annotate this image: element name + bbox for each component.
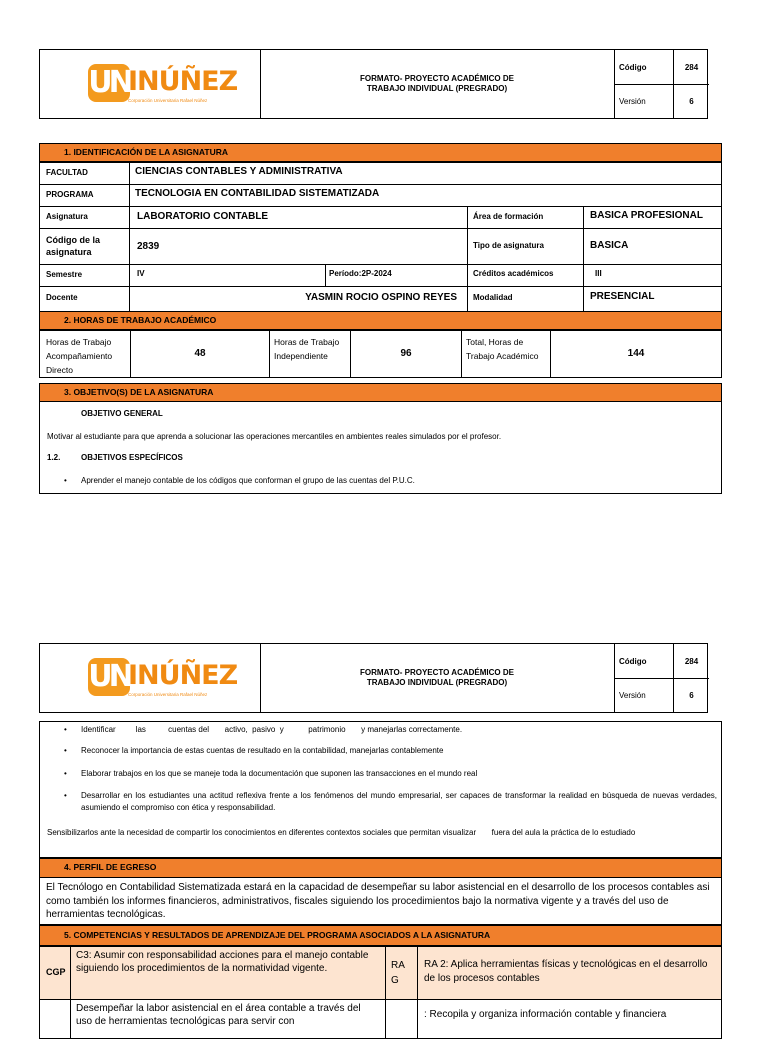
logo-subtitle: Corporación Universitaria Rafael Núñez (128, 692, 208, 697)
modalidad-label: Modalidad (473, 293, 513, 302)
periodo-value: Período:2P-2024 (329, 269, 392, 278)
version-value: 6 (689, 690, 694, 700)
objective-bullet: • Elaborar trabajos en los que se maneje toda la documentación que suponen las transacciones en el mundo real (81, 769, 477, 778)
document-meta (614, 644, 709, 712)
university-logo (88, 64, 238, 108)
creditos-value-cell (583, 264, 722, 287)
cgp-label: CGP (46, 967, 66, 977)
objective-bullet: • Reconocer la importancia de estas cuentas de resultado en la contabilidad, manejarlas contablemente (81, 746, 443, 755)
section-3-title: 3. OBJETIVO(S) DE LA ASIGNATURA (39, 383, 722, 402)
horas-indep-label-cell (269, 330, 351, 378)
version-value: 6 (689, 96, 694, 106)
document-title: FORMATO- PROYECTO ACADÉMICO DE TRABAJO INDIVIDUAL (PREGRADO) (360, 74, 514, 93)
asignatura-value: LABORATORIO CONTABLE (137, 211, 269, 222)
horas-directo-label: Horas de Trabajo Acompañamiento Directo (46, 337, 113, 375)
horas-total-value: 144 (627, 348, 645, 359)
docente-value: YASMIN ROCIO OSPINO REYES (305, 292, 457, 303)
semestre-label-cell (39, 264, 130, 287)
facultad-label-cell (39, 162, 130, 185)
section-5-title: 5. COMPETENCIAS Y RESULTADOS DE APRENDIZAJE DEL PROGRAMA ASOCIADOS A LA ASIGNATURA (39, 925, 722, 946)
cgp-text-cell (70, 946, 386, 1000)
row2-left-cell (70, 999, 386, 1039)
objective-bullet: • Identificar las cuentas del activo, pasivo y patrimonio y manejarlas correctamente. (81, 725, 462, 734)
codigo-value-cell (129, 228, 468, 265)
semestre-value: IV (137, 269, 145, 278)
horas-indep-value-cell (350, 330, 462, 378)
creditos-label-cell (467, 264, 584, 287)
code-value: 284 (684, 656, 699, 666)
area-label: Área de formación (473, 212, 544, 221)
area-value: BASICA PROFESIONAL (590, 210, 703, 221)
logo-subtitle: Corporación Universitaria Rafael Núñez (128, 98, 208, 103)
facultad-value: CIENCIAS CONTABLES Y ADMINISTRATIVA (135, 166, 343, 177)
document-meta (614, 50, 709, 118)
horas-directo-label-cell (39, 330, 131, 378)
document-title-cell (260, 644, 615, 712)
modalidad-value: PRESENCIAL (590, 291, 655, 302)
code-value: 284 (684, 62, 699, 72)
logo-wordmark: INÚÑEZ (128, 660, 238, 691)
facultad-value-cell (129, 162, 722, 185)
area-value-cell (583, 206, 722, 229)
row2-right-cell (417, 999, 722, 1039)
tipo-label: Tipo de asignatura (473, 241, 544, 250)
objective-bullet: • Aprender el manejo contable de los códigos que conforman el grupo de las cuentas del P.U.C. (81, 476, 415, 485)
row2-left-text: Desempeñar la labor asistencial en el área contable a través del uso de herramientas tecnológicas para servir con (76, 1003, 361, 1027)
docente-label: Docente (46, 293, 78, 302)
ra-text: RA 2: Aplica herramientas físicas y tecnológicas en el desarrollo de los procesos contables (424, 959, 708, 984)
objetivos-especificos-label: OBJETIVOS ESPECÍFICOS (81, 453, 183, 462)
section-2-title: 2. HORAS DE TRABAJO ACADÉMICO (39, 311, 722, 330)
programa-label-cell (39, 184, 130, 207)
area-label-cell (467, 206, 584, 229)
programa-value: TECNOLOGIA EN CONTABILIDAD SISTEMATIZADA (135, 188, 380, 199)
objective-bullet: • Desarrollar en los estudiantes una actitud reflexiva frente a los fenómenos del mundo empresarial, ser capaces de transformar la realidad en búsqueda de nuevas verdades, asumiendo el compromiso con ética y responsabilidad. (81, 790, 717, 814)
ra-label-cell (385, 946, 418, 1000)
facultad-label: FACULTAD (46, 168, 88, 177)
asignatura-value-cell (129, 206, 468, 229)
asignatura-label: Asignatura (46, 212, 88, 221)
document-title: FORMATO- PROYECTO ACADÉMICO DE TRABAJO INDIVIDUAL (PREGRADO) (360, 668, 514, 687)
row2-right-text: : Recopila y organiza información contable y financiera (424, 1009, 667, 1020)
perfil-text: El Tecnólogo en Contabilidad Sistematizada estará en la capacidad de desempeñar su labor asistencial en el desarrollo de los procesos contables asi como también los informes financieros, administrativos, fiscales siguiendo los procedimientos bajo la normativa vigente y a través del uso de herramientas tecnológicas. (46, 882, 710, 920)
university-logo (88, 658, 238, 702)
document-title-cell (260, 50, 615, 118)
tipo-label-cell (467, 228, 584, 265)
logo-cell (40, 644, 261, 712)
objetivo-general-label: OBJETIVO GENERAL (81, 409, 163, 418)
periodo-cell (325, 264, 468, 287)
modalidad-label-cell (467, 286, 584, 312)
section-1-title: 1. IDENTIFICACIÓN DE LA ASIGNATURA (39, 143, 722, 162)
horas-indep-label: Horas de Trabajo Independiente (274, 337, 340, 361)
codigo-value: 2839 (137, 241, 160, 252)
page-header-2 (39, 643, 708, 713)
creditos-label: Créditos académicos (473, 269, 554, 278)
code-label: Código (614, 644, 674, 678)
creditos-value: III (595, 269, 602, 278)
cgp-label-cell (39, 946, 71, 1000)
docente-label-cell (39, 286, 130, 312)
tipo-value-cell (583, 228, 722, 265)
logo-mark: UN (88, 659, 130, 694)
row2-label-cell (39, 999, 71, 1039)
logo-mark: UN (88, 65, 130, 100)
version-label: Versión (614, 84, 674, 118)
objetivos-especificos-number: 1.2. (47, 453, 61, 462)
programa-label: PROGRAMA (46, 190, 94, 199)
section-4-title: 4. PERFIL DE EGRESO (39, 858, 722, 878)
docente-value-cell (129, 286, 468, 312)
horas-total-label-cell (461, 330, 551, 378)
cgp-text: C3: Asumir con responsabilidad acciones para el manejo contable siguiendo los procedimientos de la normatividad vigente. (76, 950, 369, 974)
code-label: Código (614, 50, 674, 84)
sensibilizar-text: Sensibilizarlos ante la necesidad de compartir los conocimientos en diferentes contextos sociales que permitan visualizar fuera del aula la práctica de lo estudiado (47, 828, 636, 837)
horas-indep-value: 96 (400, 348, 412, 359)
codigo-label: Código de la asignatura (46, 235, 100, 257)
modalidad-value-cell (583, 286, 722, 312)
ra-label: RA G (391, 960, 405, 986)
tipo-value: BASICA (590, 240, 629, 251)
objetivo-general-text: Motivar al estudiante para que aprenda a solucionar las operaciones mercantiles en ambientes reales simulados por el profesor. (47, 432, 502, 441)
programa-value-cell (129, 184, 722, 207)
ra-text-cell (417, 946, 722, 1000)
horas-directo-value: 48 (194, 348, 206, 359)
logo-wordmark: INÚÑEZ (128, 66, 238, 97)
codigo-label-cell (39, 228, 130, 265)
horas-total-label: Total, Horas de Trabajo Académico (466, 337, 539, 361)
page-header-1 (39, 49, 708, 119)
horas-total-value-cell (550, 330, 722, 378)
asignatura-label-cell (39, 206, 130, 229)
version-label: Versión (614, 678, 674, 712)
semestre-value-cell (129, 264, 326, 287)
row2-ra-cell (385, 999, 418, 1039)
horas-directo-value-cell (130, 330, 270, 378)
logo-cell (40, 50, 261, 118)
semestre-label: Semestre (46, 270, 83, 279)
perfil-box (39, 877, 722, 925)
